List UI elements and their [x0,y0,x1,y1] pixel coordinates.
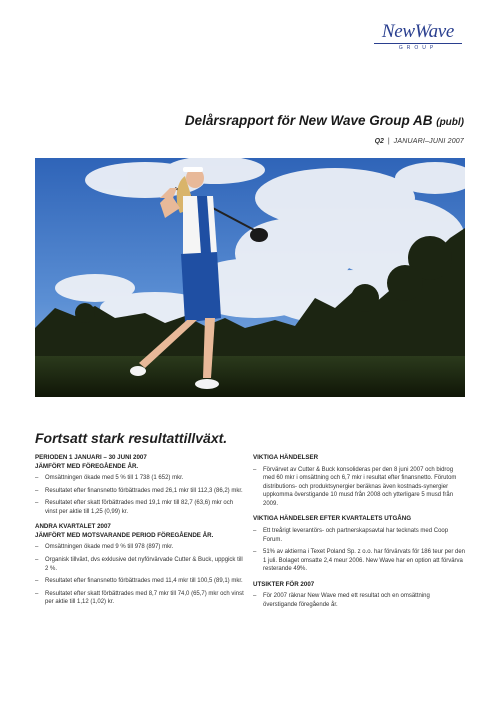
list-item-text: Organisk tillväxt, dvs exklusive det nyförvärvade Cutter & Buck, uppgick till 2 %. [45,556,243,572]
list-item-text: Resultatet efter skatt förbättrades med 19,1 mkr till 82,7 (63,6) mkr och vinst per aktie till 1,25 (0,99) kr. [45,500,234,515]
bullet-dash-icon: – [35,544,39,551]
list-item [35,474,247,483]
section-heading: ANDRA KVARTALET 2007 [35,523,111,531]
bullet-dash-icon: – [35,590,39,597]
list-item [253,592,465,609]
bullet-dash-icon: – [35,500,39,507]
list-item-text: Ett treårigt leverantörs- och partnerskapsavtal har tecknats med Coop Forum. [263,527,449,543]
right-column [253,454,465,617]
report-period [375,138,464,145]
bullet-list [35,543,247,607]
period-separator: | [387,138,390,145]
list-item [35,543,247,552]
report-title-main: Delårsrapport för New Wave Group AB [184,113,433,128]
section-subheading: JÄMFÖRT MED FÖREGÅENDE ÅR. [35,462,139,470]
bullet-dash-icon: – [253,549,257,556]
logo-group-text: GROUP [398,45,438,51]
section-events-after-quarter [253,515,465,573]
bullet-list [253,527,465,574]
section-second-quarter [35,523,247,607]
list-item-text: Resultatet efter finansnetto förbättrades med 26,1 mkr till 112,3 (86,2) mkr. [45,487,243,494]
bullet-dash-icon: – [253,466,257,473]
bullet-dash-icon: – [253,527,257,534]
list-item [253,466,465,509]
list-item-text: För 2007 räknar New Wave med ett resultat och en omsättning överstigande föregående år. [263,593,430,609]
list-item [253,527,465,544]
report-title [185,113,464,128]
list-item [35,590,247,607]
bullet-dash-icon: – [253,593,257,600]
report-period-range: JANUARI–JUNI 2007 [393,138,464,145]
cover-photo-golfer [35,158,465,397]
list-item [35,577,247,586]
bullet-dash-icon: – [35,556,39,563]
bullet-dash-icon: – [35,578,39,585]
list-item [35,499,247,516]
company-logo [368,22,468,52]
section-outlook-2007 [253,581,465,610]
bullet-dash-icon: – [35,475,39,481]
report-title-suffix: (publ) [436,117,464,128]
left-column [35,454,247,614]
list-item-text: Resultatet efter skatt förbättrades med 8,7 mkr till 74,0 (65,7) mkr och vinst per aktie till 1,12 (1,02) kr. [45,590,244,606]
bullet-list [35,474,247,516]
section-period-jan-jun [35,454,247,516]
list-item [35,487,247,496]
section-heading: VIKTIGA HÄNDELSER [253,454,319,461]
bullet-list [253,466,465,509]
list-item-text: Omsättningen ökade med 5 % till 1 738 (1 652) mkr. [45,475,184,481]
report-quarter: Q2 [374,138,384,145]
headline: Fortsatt stark resultattillväxt. [35,430,228,446]
bullet-dash-icon: – [35,487,39,494]
list-item [253,548,465,574]
section-heading: PERIODEN 1 JANUARI – 30 JUNI 2007 [35,454,147,461]
bullet-list [253,592,465,609]
list-item-text: Förvärvet av Cutter & Buck konsolideras per den 8 juni 2007 och bidrog med 60 mkr i omsättning och 6,7 mkr i resultat efter finansnetto. Förutom distributions- och produktsynergier beräknas även kostnads-synergier uppkomma överstigande 10 musd från 2008 och ytterligare 5 musd från 2009. [263,466,457,507]
list-item-text: Resultatet efter finansnetto förbättrades med 11,4 mkr till 100,5 (89,1) mkr. [45,578,243,585]
list-item-text: Omsättningen ökade med 9 % till 978 (897) mkr. [45,544,174,551]
list-item [35,556,247,573]
logo-divider [374,43,462,44]
section-important-events [253,454,465,508]
section-subheading: JÄMFÖRT MED MOTSVARANDE PERIOD FÖREGÅENDE ÅR. [35,531,214,539]
list-item-text: 51% av aktierna i Texet Poland Sp. z o.o. har förvärvats för 186 teur per den 1 juli. Bolaget omsatte 2,4 meur 2006. New Wave har en option att förvärva resterande 49%. [263,549,466,573]
section-heading: UTSIKTER FÖR 2007 [253,580,315,588]
section-heading: VIKTIGA HÄNDELSER EFTER KVARTALETS UTGÅNG [253,515,412,523]
logo-wordmark: NewWave [381,21,455,42]
